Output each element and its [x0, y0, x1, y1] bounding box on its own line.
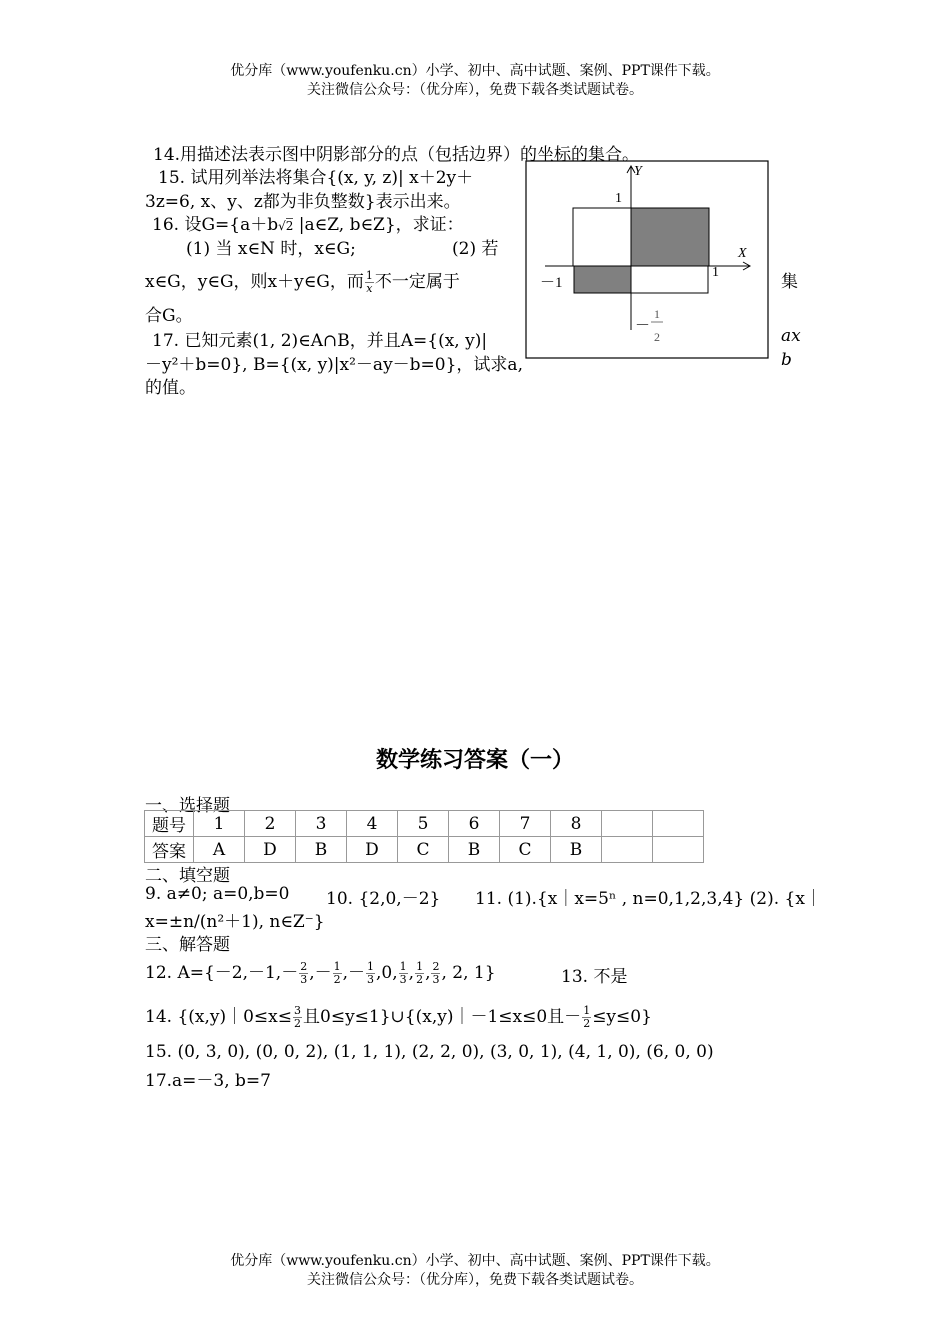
fraction-denominator: 2 — [333, 973, 341, 986]
table-cell-number: 7 — [500, 811, 551, 837]
table-cell-number: 5 — [398, 811, 449, 837]
answer-14-text-c: ≤y≤0} — [592, 1007, 652, 1027]
fill-answer-9: 9. a≠0; a=0,b=0 — [145, 884, 290, 904]
table-cell-number — [653, 811, 704, 837]
question-16-text-a: 16. 设G={a＋b — [152, 215, 279, 235]
fraction-numerator: 1 — [333, 960, 341, 973]
answer-15: 15. (0, 3, 0), (0, 0, 2), (1, 1, 1), (2, 2, 0), (3, 0, 1), (4, 1, 0), (6, 0, 0) — [145, 1042, 714, 1062]
answer-12-fraction — [333, 961, 342, 986]
question-16-part2-label: (2) 若 — [452, 239, 499, 259]
shaded-rect-bottom-left — [574, 266, 631, 293]
fill-answer-11: 11. (1).{x｜x=5ⁿ , n=0,1,2,3,4} (2). {x｜ — [475, 889, 822, 909]
fraction-denominator: 2 — [294, 1017, 302, 1030]
table-cell-number: 1 — [194, 811, 245, 837]
answer-12-sep: ,－ — [309, 963, 332, 983]
table-cell-number: 8 — [551, 811, 602, 837]
answer-12-sep: ,0, — [376, 963, 398, 983]
fraction-denominator: x — [366, 282, 373, 295]
table-cell-choice: C — [398, 837, 449, 863]
question-17-ax: ax — [781, 326, 801, 346]
shaded-rect-top-right — [631, 208, 709, 266]
fill-answer-11-line2: x=±n/(n²＋1), n∈Z⁻} — [145, 912, 325, 932]
fraction-numerator: 1 — [416, 960, 424, 973]
question-16-text-d: x∈G，y∈G，则x＋y∈G，而 — [145, 272, 364, 292]
question-17-line2: －y²＋b=0}, B={(x, y)|x²－ay－b=0}，试求a, — [145, 355, 523, 375]
unshaded-rect-top-left — [573, 208, 631, 266]
fraction-numerator: 1 — [367, 960, 375, 973]
question-16-part1: (1) 当 x∈N 时，x∈G; — [186, 239, 356, 259]
y-tick-minus-sign: － — [635, 318, 651, 334]
answer-14-fraction — [293, 1005, 302, 1030]
table-cell-number — [602, 811, 653, 837]
table-cell-choice: A — [194, 837, 245, 863]
table-cell-choice: B — [449, 837, 500, 863]
fraction-numerator: 3 — [294, 1004, 302, 1017]
answer-14-text-b: 且0≤y≤1}∪{(x,y)｜－1≤x≤0且－ — [303, 1007, 582, 1027]
y-tick-1: 1 — [615, 191, 622, 206]
table-cell-choice — [653, 837, 704, 863]
answer-12-fraction — [299, 961, 308, 986]
table-cell-choice: B — [296, 837, 347, 863]
table-header-label: 题号 — [145, 811, 194, 837]
answer-12-sep: ,－ — [342, 963, 366, 983]
footer-line-1: 优分库（www.youfenku.cn）小学、初中、高中试题、案例、PPT课件下载。 — [230, 1253, 720, 1269]
sqrt-radicand: 2 — [285, 219, 294, 233]
question-15-line2: 3z=6, x、y、z都为非负整数}表示出来。 — [145, 192, 461, 212]
table-answer-label: 答案 — [145, 837, 194, 863]
answer-14-fraction — [582, 1005, 591, 1030]
question-17-line3: 的值。 — [145, 378, 196, 398]
section-solution-heading: 三、解答题 — [145, 935, 230, 955]
table-cell-choice: D — [347, 837, 398, 863]
fraction-denominator: 2 — [583, 1017, 591, 1030]
answer-12-fraction — [366, 961, 375, 986]
answer-13: 13. 不是 — [561, 967, 628, 987]
fraction-numerator: 1 — [583, 1004, 591, 1017]
y-axis-label: Y — [634, 164, 642, 179]
sqrt-icon: √ — [278, 219, 286, 233]
question-16-line3 — [145, 267, 460, 295]
table-cell-number: 2 — [245, 811, 296, 837]
table-row — [145, 811, 704, 837]
question-17-b: b — [781, 350, 792, 370]
answer-14 — [145, 1002, 652, 1030]
answer-12-end: , 2, 1} — [441, 963, 496, 983]
fraction-numerator: 2 — [432, 960, 440, 973]
section-fill-heading: 二、填空题 — [145, 866, 230, 886]
unshaded-rect-bottom-right — [631, 266, 708, 293]
question-16-line4: 合G。 — [145, 306, 193, 326]
fill-answer-10: 10. {2,0,－2} — [326, 889, 441, 909]
y-tick-half-denominator: 2 — [654, 330, 660, 344]
answer-12-fraction — [399, 961, 408, 986]
question-16-text-e: 不一定属于 — [374, 272, 460, 292]
answer-12-fraction — [431, 961, 440, 986]
header-line-1: 优分库（www.youfenku.cn）小学、初中、高中试题、案例、PPT课件下载。 — [230, 63, 720, 79]
fraction-numerator: 1 — [399, 960, 407, 973]
fraction-denominator: 3 — [432, 973, 440, 986]
table-cell-choice: C — [500, 837, 551, 863]
question-17-line1: 17. 已知元素(1, 2)∈A∩B，并且A={(x, y)| — [152, 331, 488, 351]
fraction-denominator: 2 — [416, 973, 424, 986]
fraction-denominator: 3 — [300, 973, 308, 986]
table-cell-choice: D — [245, 837, 296, 863]
footer-line-2: 关注微信公众号：（优分库），免费下载各类试题试卷。 — [307, 1272, 643, 1288]
question-14: 14.用描述法表示图中阴影部分的点（包括边界）的坐标的集合。 — [153, 145, 640, 165]
fraction-denominator: 3 — [399, 973, 407, 986]
question-16-ji: 集 — [781, 272, 798, 292]
section-choice-heading: 一、选择题 — [145, 796, 230, 816]
answer-14-text-a: 14. {(x,y)｜0≤x≤ — [145, 1007, 293, 1027]
x-axis-label: X — [738, 246, 747, 261]
table-row — [145, 837, 704, 863]
table-cell-choice: B — [551, 837, 602, 863]
fraction-one-over-x — [365, 270, 374, 295]
answer-12: 12. A={－2,－1,－ $\frac{2}{3}$ ,－ $\frac{1}{2}$ ,－ $\frac{1}{3}$ ,0, $\frac{1}{3}$ , $\frac{1}{2}$ , $\frac{2}{3}$ , 2, 1} — [145, 960, 496, 986]
header-line-2: 关注微信公众号：（优分库），免费下载各类试题试卷。 — [307, 82, 643, 98]
x-tick-minus-1: －1 — [540, 275, 563, 291]
answer-17: 17.a=－3, b=7 — [145, 1071, 271, 1091]
answer-12-prefix: 12. A={－2,－1,－ — [145, 963, 299, 983]
fraction-numerator: 2 — [300, 960, 308, 973]
answer-table — [144, 810, 704, 863]
answer-12-fraction — [415, 961, 424, 986]
fraction-numerator: 1 — [365, 269, 373, 282]
question-16-line1 — [152, 210, 464, 235]
table-cell-number: 6 — [449, 811, 500, 837]
x-tick-1: 1 — [712, 265, 719, 280]
table-cell-number: 4 — [347, 811, 398, 837]
coordinate-figure — [525, 160, 770, 360]
answers-title: 数学练习答案（一） — [375, 747, 574, 773]
y-tick-half-numerator: 1 — [654, 307, 660, 321]
question-16-text-b: |a∈Z, b∈Z}，求证： — [293, 215, 464, 235]
question-15-line1: 15. 试用列举法将集合{(x, y, z)| x＋2y＋ — [158, 168, 474, 188]
table-cell-choice — [602, 837, 653, 863]
table-cell-number: 3 — [296, 811, 347, 837]
fraction-denominator: 3 — [367, 973, 375, 986]
